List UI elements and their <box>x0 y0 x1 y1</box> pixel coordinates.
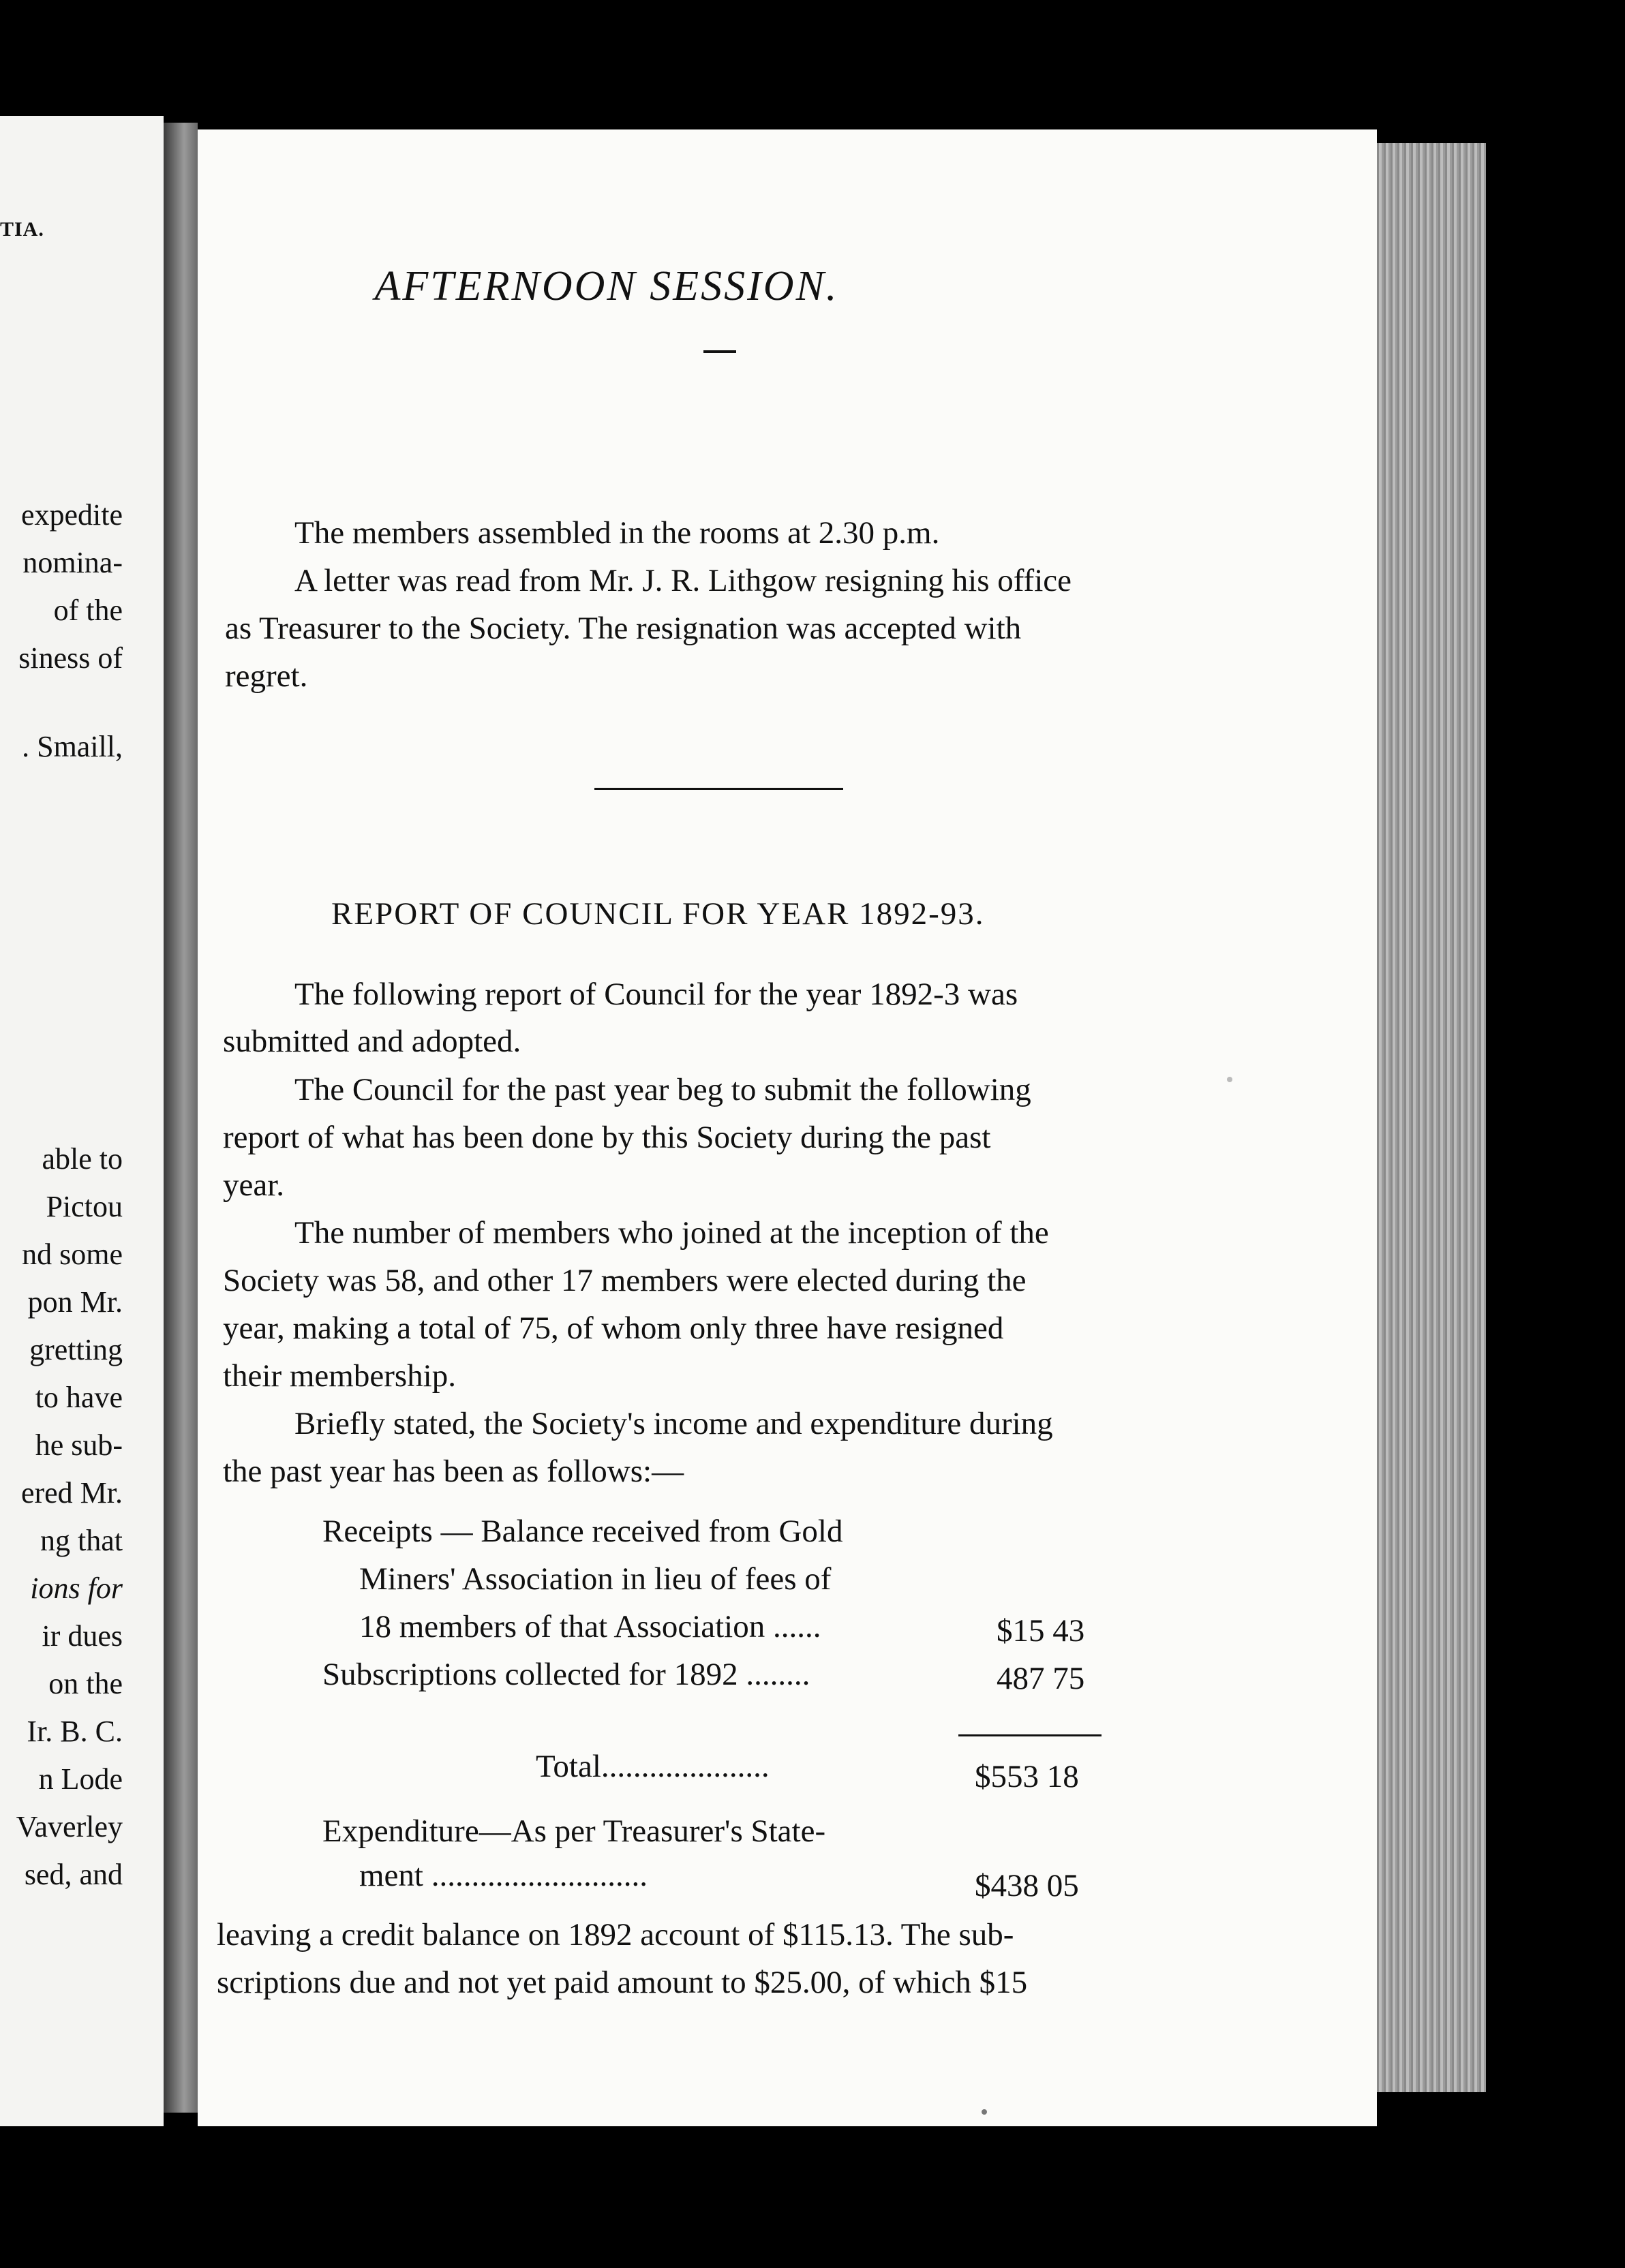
left-fragment: able to <box>42 1142 123 1176</box>
left-fragment: Pictou <box>46 1190 123 1223</box>
report-title: REPORT OF COUNCIL FOR YEAR 1892-93. <box>331 896 985 932</box>
account-line: Subscriptions collected for 1892 ........ <box>322 1657 810 1692</box>
paragraph-line: year, making a total of 75, of whom only three have resigned <box>223 1311 1004 1346</box>
left-fragment: on the <box>48 1667 123 1700</box>
account-line: Expenditure—As per Treasurer's State- <box>322 1813 826 1849</box>
paragraph-line: regret. <box>225 658 308 694</box>
left-fragment: ir dues <box>42 1619 123 1653</box>
left-fragment: ions for <box>30 1572 123 1605</box>
account-amount: 487 75 <box>997 1661 1085 1696</box>
left-fragment: nomina- <box>22 546 123 579</box>
session-title: AFTERNOON SESSION. <box>374 263 839 309</box>
left-fragment: n Lode <box>38 1762 123 1796</box>
paragraph-line: scriptions due and not yet paid amount to $25.00, of which $15 <box>217 1965 1028 2000</box>
paragraph-line: their membership. <box>223 1358 456 1394</box>
paragraph-line: Society was 58, and other 17 members were elected during the <box>223 1263 1027 1298</box>
paragraph-line: The members assembled in the rooms at 2.30 p.m. <box>294 515 940 551</box>
book-gutter-shadow <box>164 123 198 2113</box>
account-amount: $15 43 <box>997 1613 1085 1649</box>
account-line: Miners' Association in lieu of fees of <box>359 1561 832 1597</box>
left-fragment: ng that <box>40 1524 123 1557</box>
account-line: Receipts — Balance received from Gold <box>322 1514 843 1549</box>
paragraph-line: leaving a credit balance on 1892 account of $115.13. The sub- <box>217 1917 1014 1952</box>
paragraph-line: report of what has been done by this Society during the past <box>223 1120 991 1155</box>
left-fragment: ered Mr. <box>20 1476 123 1510</box>
left-fragment: Vaverley <box>16 1810 123 1843</box>
left-fragment: expedite <box>20 498 123 532</box>
scan-speck <box>982 2109 987 2115</box>
account-line: ment ........................... <box>359 1858 648 1893</box>
left-fragment: nd some <box>22 1238 123 1271</box>
paragraph-line: year. <box>223 1167 285 1203</box>
paragraph-line: Briefly stated, the Society's income and expenditure during <box>294 1406 1053 1441</box>
paragraph-line: the past year has been as follows:— <box>223 1454 684 1489</box>
paragraph-line: A letter was read from Mr. J. R. Lithgow resigning his office <box>294 563 1072 598</box>
section-rule <box>594 788 843 790</box>
page-block-edge <box>1370 143 1486 2092</box>
left-facing-page <box>0 116 164 2126</box>
left-fragment: pon Mr. <box>27 1285 123 1319</box>
paragraph-line: The following report of Council for the year 1892-3 was <box>294 977 1018 1012</box>
left-fragment: gretting <box>29 1333 123 1366</box>
left-fragment: he sub- <box>35 1428 123 1462</box>
account-line: 18 members of that Association ...... <box>359 1609 821 1644</box>
left-fragment: sed, and <box>24 1858 123 1891</box>
left-fragment: . Smaill, <box>22 730 123 763</box>
account-total-amount: $553 18 <box>975 1759 1079 1794</box>
paragraph-line: The Council for the past year beg to submit the following <box>294 1072 1031 1107</box>
paragraph-line: submitted and adopted. <box>223 1024 521 1059</box>
title-dash <box>703 350 736 353</box>
left-fragment: to have <box>35 1381 123 1414</box>
account-total-label: Total..................... <box>536 1749 770 1784</box>
sum-rule <box>958 1734 1102 1736</box>
paragraph-line: as Treasurer to the Society. The resignation was accepted with <box>225 611 1022 646</box>
left-fragment: of the <box>53 594 123 627</box>
left-fragment: siness of <box>18 641 123 675</box>
scan-speck <box>1227 1077 1232 1082</box>
left-fragment: Ir. B. C. <box>27 1715 123 1748</box>
paragraph-line: The number of members who joined at the inception of the <box>294 1215 1049 1251</box>
account-expenditure-amount: $438 05 <box>975 1868 1079 1903</box>
left-running-head: TIA. <box>0 218 44 241</box>
